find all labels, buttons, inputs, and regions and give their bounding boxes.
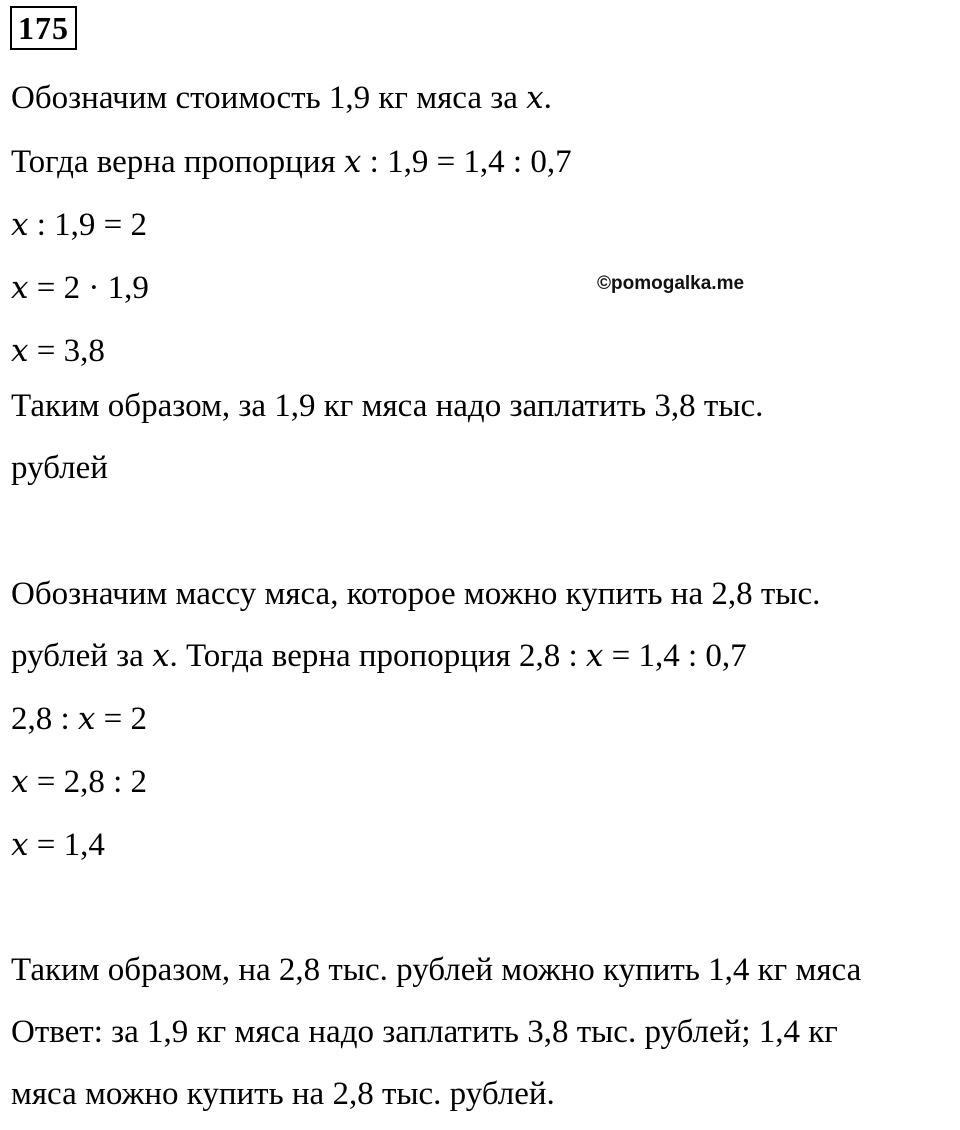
variable-x: x: [152, 638, 170, 674]
part2-proportion-expr: = 1,4 : 0,7: [603, 638, 747, 674]
part2-intro-text: рублей за: [11, 638, 153, 674]
part2-step3-expr: = 1,4: [28, 827, 105, 863]
part1-step2-line: [11, 268, 149, 308]
variable-x: x: [11, 764, 29, 800]
variable-x: x: [343, 144, 362, 180]
part1-proportion-text: Тогда верна пропорция: [11, 144, 344, 180]
part1-intro-text: Обозначим стоимость 1,9 кг мяса за: [11, 80, 527, 116]
part1-intro-line: [11, 78, 552, 118]
part2-intro-line2: [11, 636, 747, 676]
variable-x: x: [11, 827, 29, 863]
part2-step1-expr: = 2: [95, 701, 148, 737]
variable-x: x: [11, 333, 29, 369]
part1-step1-line: [11, 205, 147, 245]
variable-x: x: [11, 207, 29, 243]
part1-conclusion-line1: Таким образом, за 1,9 кг мяса надо заплатить 3,8 тыс.: [11, 388, 764, 424]
answer-line1: Ответ: за 1,9 кг мяса надо заплатить 3,8 тыс. рублей; 1,4 кг: [11, 1014, 838, 1050]
part1-step3-expr: = 3,8: [28, 333, 105, 369]
part2-step3-line: [11, 825, 105, 865]
part1-intro-end: .: [543, 80, 552, 116]
part2-intro-line1: Обозначим массу мяса, которое можно купить на 2,8 тыс.: [11, 576, 821, 612]
part1-proportion-line: [11, 142, 572, 182]
part1-step1-expr: : 1,9 = 2: [28, 207, 148, 243]
part2-conclusion-line: Таким образом, на 2,8 тыс. рублей можно купить 1,4 кг мяса: [11, 952, 862, 988]
task-number-badge: 175: [10, 6, 77, 50]
variable-x: x: [11, 270, 29, 306]
watermark-text: ©pomogalka.me: [597, 273, 745, 294]
part1-conclusion-line2: рублей: [11, 450, 108, 486]
part2-proportion-text: . Тогда верна пропорция 2,8 :: [169, 638, 586, 674]
part2-step2-line: [11, 762, 147, 802]
part2-step2-expr: = 2,8 : 2: [28, 764, 148, 800]
part2-step1-line: [11, 699, 147, 739]
answer-line2: мяса можно купить на 2,8 тыс. рублей.: [11, 1076, 555, 1112]
variable-x: x: [585, 638, 604, 674]
variable-x: x: [77, 701, 96, 737]
part2-step1-start: 2,8 :: [11, 701, 78, 737]
part1-proportion-expr: : 1,9 = 1,4 : 0,7: [361, 144, 572, 180]
variable-x: x: [526, 80, 544, 116]
part1-step2-expr: = 2 · 1,9: [28, 270, 149, 306]
part1-step3-line: [11, 331, 105, 371]
